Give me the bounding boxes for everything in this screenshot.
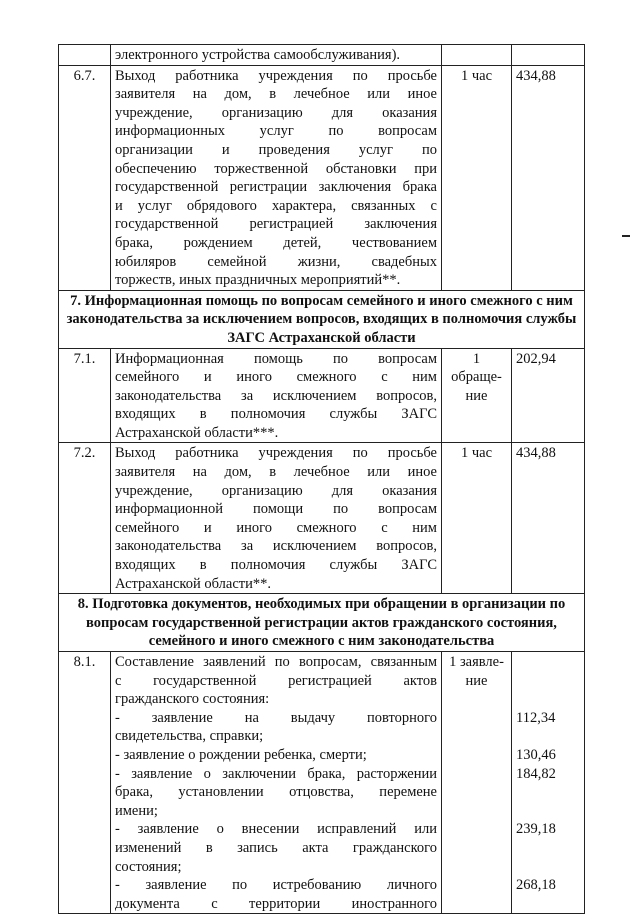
row-price: 202,94	[512, 348, 585, 443]
table-row	[59, 348, 585, 443]
section-title: 7. Информационная помощь по вопросам семейного и иного смежного с ним законодательства за исключением вопросов, входящих в полномочия службы ЗАГС Астраханской области	[59, 290, 585, 348]
row-unit: 1 обраще- ние	[442, 348, 512, 443]
table-row	[59, 652, 585, 914]
table-row	[59, 443, 585, 594]
row-unit: 1 час	[442, 443, 512, 594]
table-row	[59, 45, 585, 66]
row-unit	[442, 45, 512, 66]
row-description: электронного устройства самообслуживания).	[111, 45, 442, 66]
row-price	[512, 652, 585, 914]
section-header-row	[59, 290, 585, 348]
list-item: - заявление о заключении брака, расторжении	[115, 765, 437, 782]
row-price: 434,88	[512, 443, 585, 594]
list-item: - заявление по истребованию личного	[115, 877, 437, 894]
price-value: 130,46	[516, 746, 556, 763]
row-number: 8.1.	[59, 652, 111, 914]
row-number: 7.2.	[59, 443, 111, 594]
list-item: - заявление о внесении исправлений или	[115, 821, 437, 838]
section-title: 8. Подготовка документов, необходимых при обращении в организации по вопросам государственной регистрации актов гражданского состояния, семейного и иного смежного с ним законодательства	[59, 594, 585, 652]
tariff-table	[58, 44, 585, 914]
row-price: 434,88	[512, 65, 585, 290]
price-value: 268,18	[516, 877, 556, 894]
section-header-row	[59, 594, 585, 652]
price-value: 184,82	[516, 765, 556, 782]
row-price	[512, 45, 585, 66]
table-row	[59, 65, 585, 290]
row-number	[59, 45, 111, 66]
row-number: 6.7.	[59, 65, 111, 290]
row-description: Информационная помощь по вопросам семейного и иного смежного с ним законодательства за исключением вопросов, входящих в полномочия службы ЗАГС Астраханской области***.	[111, 348, 442, 443]
list-item: - заявление о рождении ребенка, смерти;	[115, 746, 367, 763]
row-unit: 1 час	[442, 65, 512, 290]
price-value: 112,34	[516, 709, 556, 726]
margin-mark	[622, 235, 630, 237]
row-number: 7.1.	[59, 348, 111, 443]
row-description: Выход работника учреждения по просьбе заявителя на дом, в лечебное или иное учреждение, организацию для оказания информационной помощи по вопросам семейного и иного смежного с ним законодательства за исключением вопросов, входящих в полномочия службы ЗАГС Астраханской области**.	[111, 443, 442, 594]
row-description: Составление заявлений по вопросам, связанным с государственной регистрацией актов гражданского состояния: - заявление на выдачу повторного свидетельства, справки; - заявление о рождении ребенка, смерти; - заявление о заключении брака, расторжении брака, установлении отцовства, перемене имени; - заявление о внесении исправлений или изменений в запись акта гражданского состояния; - заявление по истребованию личного документа с территории иностранного	[111, 652, 442, 914]
list-item: - заявление на выдачу повторного	[115, 709, 437, 726]
price-value: 239,18	[516, 821, 556, 838]
row-description: Выход работника учреждения по просьбе заявителя на дом, в лечебное или иное учреждение, организацию для оказания информационных услуг по вопросам организации и проведения услуг по обеспечению торжественной обстановки при государственной регистрации заключения брака и услуг обрядового характера, связанных с государственной регистрацией заключения брака, рождением детей, чествованием юбиляров семейной жизни, свадебных торжеств, иных праздничных мероприятий**.	[111, 65, 442, 290]
row-unit: 1 заявле- ние	[442, 652, 512, 914]
